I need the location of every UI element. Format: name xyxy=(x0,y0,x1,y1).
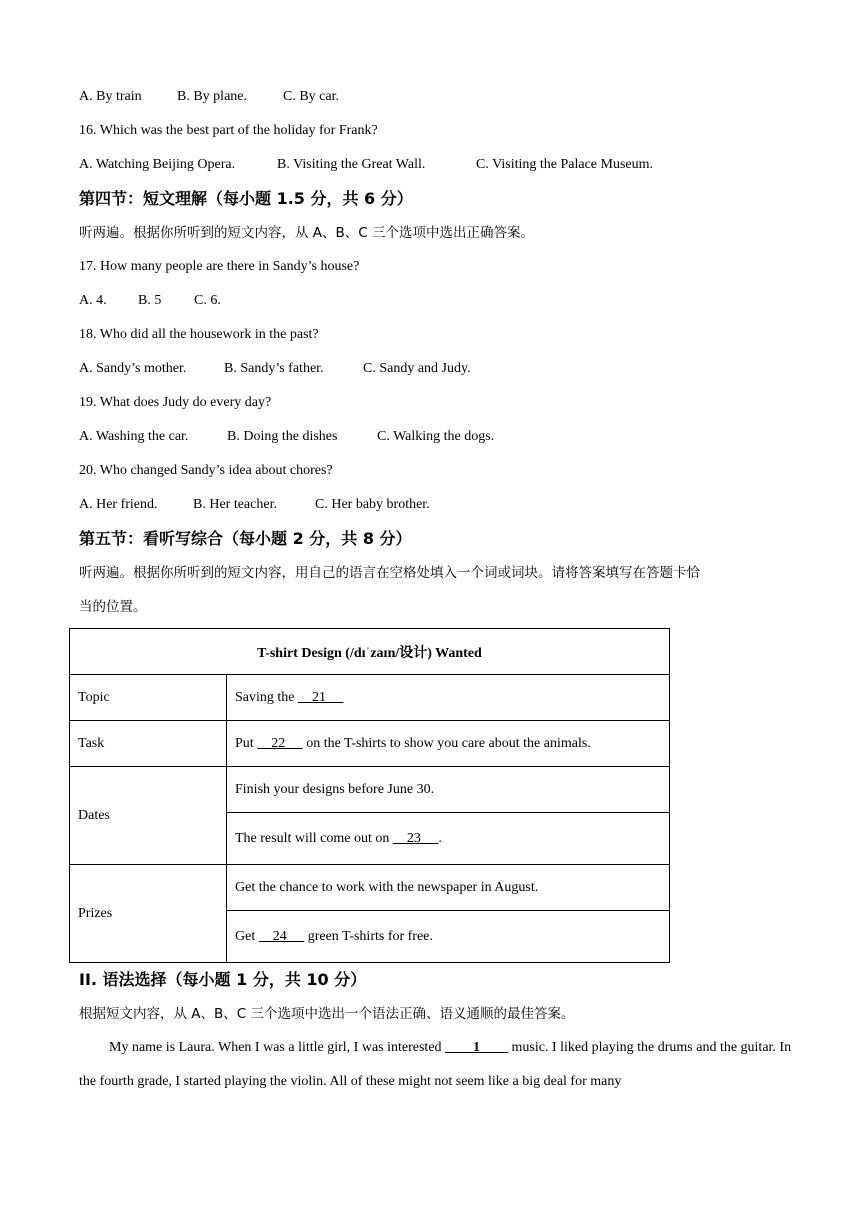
q16-options xyxy=(79,148,799,182)
q19-options xyxy=(79,420,799,454)
blank-22: 22 xyxy=(257,735,303,751)
q20-question: 20. Who changed Sandy’s idea about chores? xyxy=(79,463,333,478)
prizes-label: Prizes xyxy=(70,865,227,963)
part2-heading: II. 语法选择（每小题 1 分，共 10 分） xyxy=(79,970,367,989)
q16-option-b: B. Visiting the Great Wall. xyxy=(277,157,426,172)
q15-option-b: B. By plane. xyxy=(177,89,247,104)
task-pre: Put xyxy=(235,735,258,751)
section4-instruction: 听两遍。根据你所听到的短文内容，从 A、B、C 三个选项中选出正确答案。 xyxy=(79,225,535,241)
table-row xyxy=(70,865,670,911)
q16-option-c: C. Visiting the Palace Museum. xyxy=(476,157,653,172)
q15-option-a: A. By train xyxy=(79,89,142,104)
table-title: T-shirt Design (/dɪˈzaɪn/设计) Wanted xyxy=(70,629,670,675)
q20-option-b: B. Her teacher. xyxy=(193,497,277,512)
task-label: Task xyxy=(70,721,227,767)
passage-post: music. I liked playing the drums and the guitar. In the fourth grade, I started playing the violin. All of these might not seem like a big deal for many xyxy=(79,1040,792,1089)
q18-question: 18. Who did all the housework in the past? xyxy=(79,327,319,342)
q19-option-a: A. Washing the car. xyxy=(79,429,189,444)
q19-option-c: C. Walking the dogs. xyxy=(377,429,495,444)
q16-option-a: A. Watching Beijing Opera. xyxy=(79,157,236,172)
q20-options xyxy=(79,488,799,522)
section5-heading: 第五节：看听写综合（每小题 2 分，共 8 分） xyxy=(79,529,412,548)
blank-1: ____1____ xyxy=(445,1040,509,1055)
q20-option-c: C. Her baby brother. xyxy=(315,497,430,512)
table-row xyxy=(70,767,670,813)
q19-question: 19. What does Judy do every day? xyxy=(79,395,272,410)
section4-heading: 第四节：短文理解（每小题 1.5 分，共 6 分） xyxy=(79,189,413,208)
topic-cell xyxy=(227,675,670,721)
dates-line2-post: . xyxy=(438,830,442,846)
q18-option-a: A. Sandy’s mother. xyxy=(79,361,187,376)
prizes-line1: Get the chance to work with the newspaper in August. xyxy=(227,865,670,911)
q18-option-c: C. Sandy and Judy. xyxy=(363,361,471,376)
section5-instruction-line2: 当的位置。 xyxy=(79,599,147,615)
table-row xyxy=(70,629,670,675)
table-row xyxy=(70,721,670,767)
q17-option-c: C. 6. xyxy=(194,293,221,308)
dates-line1: Finish your designs before June 30. xyxy=(227,767,670,813)
topic-label: Topic xyxy=(70,675,227,721)
dates-label: Dates xyxy=(70,767,227,865)
dates-line2 xyxy=(227,813,670,865)
task-cell xyxy=(227,721,670,767)
table-row xyxy=(70,675,670,721)
task-post: on the T-shirts to show you care about the animals. xyxy=(302,735,591,751)
q15-option-c: C. By car. xyxy=(283,89,339,104)
q16-question: 16. Which was the best part of the holiday for Frank? xyxy=(79,123,378,138)
q17-options xyxy=(79,284,799,318)
tshirt-design-table xyxy=(69,628,670,963)
q19-option-b: B. Doing the dishes xyxy=(227,429,338,444)
q17-option-b: B. 5 xyxy=(138,293,162,308)
blank-24: 24 xyxy=(258,928,305,944)
q20-option-a: A. Her friend. xyxy=(79,497,158,512)
exam-page xyxy=(79,80,799,1099)
section5-instruction-line1: 听两遍。根据你所听到的短文内容，用自己的语言在空格处填入一个词或词块。请将答案填写在答题卡恰 xyxy=(79,565,700,581)
prizes-line2-pre: Get xyxy=(235,928,259,944)
prizes-line2-post: green T-shirts for free. xyxy=(304,928,433,944)
topic-text: Saving the xyxy=(235,689,298,705)
blank-21: 21 xyxy=(298,689,344,705)
q18-option-b: B. Sandy’s father. xyxy=(224,361,324,376)
dates-line2-pre: The result will come out on xyxy=(235,830,393,846)
part2-instruction: 根据短文内容，从 A、B、C 三个选项中选出一个语法正确、语义通顺的最佳答案。 xyxy=(79,1006,575,1022)
q18-options xyxy=(79,352,799,386)
prizes-line2 xyxy=(227,911,670,963)
blank-23: 23 xyxy=(392,830,439,846)
q15-options xyxy=(79,80,799,114)
q17-option-a: A. 4. xyxy=(79,293,107,308)
part2-passage xyxy=(79,1031,799,1099)
passage-pre: My name is Laura. When I was a little girl, I was interested xyxy=(109,1040,446,1055)
q17-question: 17. How many people are there in Sandy’s house? xyxy=(79,259,360,274)
